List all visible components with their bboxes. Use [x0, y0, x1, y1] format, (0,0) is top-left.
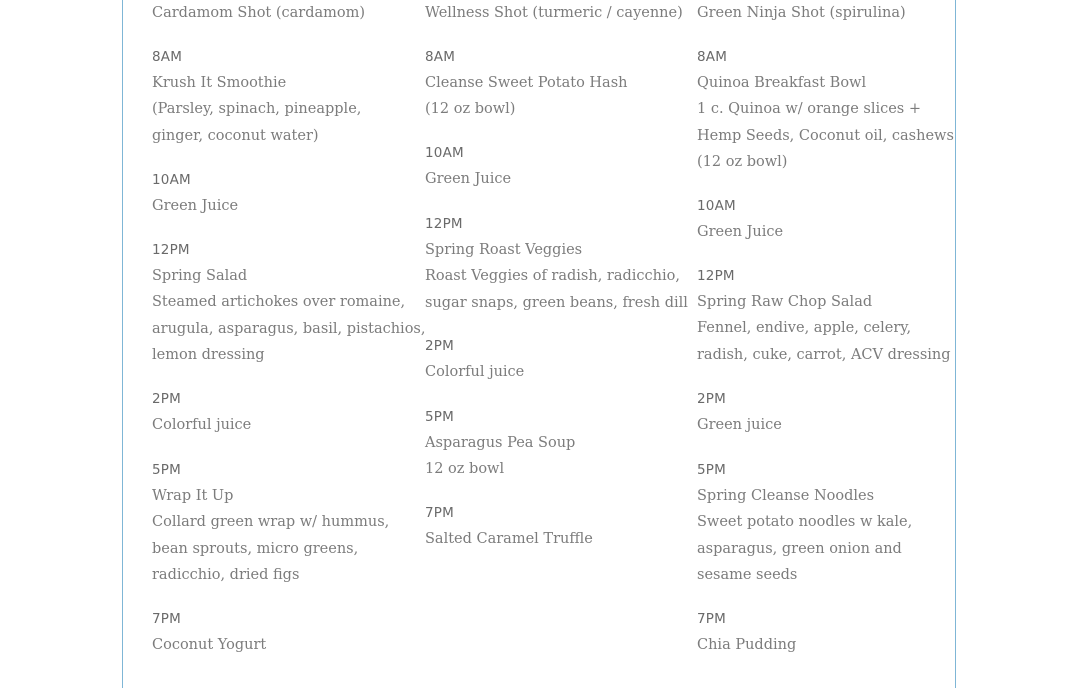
meal-8am — [152, 44, 361, 149]
meal-title: Colorful juice — [152, 417, 252, 433]
meal-detail: asparagus, green onion and — [697, 540, 902, 557]
meal-8am — [697, 44, 954, 176]
meal-detail: Fennel, endive, apple, celery, — [697, 320, 912, 337]
meal-time: 7PM — [425, 505, 454, 521]
meal-title: Spring Roast Veggies — [425, 242, 583, 258]
meal-detail: Roast Veggies of radish, radicchio, — [425, 268, 680, 285]
meal-title: Chia Pudding — [697, 637, 797, 653]
meal-7pm — [697, 606, 796, 658]
meal-2pm — [697, 386, 782, 438]
meal-title: Green Juice — [697, 224, 784, 240]
meal-7pm — [425, 500, 593, 552]
meal-time: 8AM — [152, 49, 183, 65]
meal-detail: ginger, coconut water) — [152, 127, 319, 144]
meal-title: Cleanse Sweet Potato Hash — [425, 75, 628, 91]
meal-time: 12PM — [152, 242, 190, 258]
shot-intro: Wellness Shot (turmeric / cayenne) — [425, 5, 683, 21]
meal-detail: Hemp Seeds, Coconut oil, cashews — [697, 127, 954, 144]
meal-title: Green juice — [697, 417, 782, 433]
meal-time: 10AM — [425, 145, 464, 161]
meal-title: Green Juice — [425, 171, 512, 187]
meal-detail: (12 oz bowl) — [697, 154, 788, 171]
meal-time: 8AM — [697, 49, 728, 65]
meal-10am — [697, 193, 783, 245]
meal-detail: (12 oz bowl) — [425, 101, 516, 118]
meal-detail: sesame seeds — [697, 567, 798, 584]
meal-title: Spring Cleanse Noodles — [697, 488, 875, 504]
meal-5pm — [152, 457, 389, 589]
meal-time: 7PM — [152, 611, 181, 627]
meal-8am — [425, 44, 627, 123]
meal-title: Colorful juice — [425, 364, 525, 380]
meal-12pm — [152, 237, 425, 369]
meal-detail: Collard green wrap w/ hummus, — [152, 514, 390, 531]
meal-detail: Steamed artichokes over romaine, — [152, 294, 406, 311]
meal-time: 2PM — [425, 338, 454, 354]
meal-title: Coconut Yogurt — [152, 637, 267, 653]
meal-title: Spring Raw Chop Salad — [697, 294, 873, 310]
meal-time: 2PM — [152, 391, 181, 407]
meal-time: 12PM — [697, 268, 735, 284]
meal-12pm — [697, 263, 951, 368]
meal-detail: radicchio, dried figs — [152, 567, 300, 584]
meal-2pm — [152, 386, 251, 438]
meal-time: 2PM — [697, 391, 726, 407]
shot-intro: Cardamom Shot (cardamom) — [152, 5, 366, 21]
meal-title: Salted Caramel Truffle — [425, 531, 593, 547]
meal-10am — [425, 140, 511, 192]
meal-time: 5PM — [697, 462, 726, 478]
shot-intro: Green Ninja Shot (spirulina) — [697, 5, 906, 21]
meal-time: 12PM — [425, 216, 463, 232]
meal-title: Spring Salad — [152, 268, 248, 284]
meal-detail: lemon dressing — [152, 347, 265, 364]
meal-2pm — [425, 333, 524, 385]
meal-detail: radish, cuke, carrot, ACV dressing — [697, 346, 951, 363]
meal-5pm — [697, 457, 912, 589]
meal-detail: arugula, asparagus, basil, pistachios, — [152, 320, 426, 337]
meal-detail: Sweet potato noodles w kale, — [697, 514, 913, 531]
meal-12pm — [425, 211, 688, 316]
meal-time: 5PM — [425, 409, 454, 425]
meal-title: Asparagus Pea Soup — [425, 435, 576, 451]
meal-5pm — [425, 404, 575, 483]
meal-title: Quinoa Breakfast Bowl — [697, 75, 867, 91]
meal-title: Wrap It Up — [152, 488, 234, 504]
meal-detail: bean sprouts, micro greens, — [152, 540, 359, 557]
meal-time: 5PM — [152, 462, 181, 478]
meal-7pm — [152, 606, 266, 658]
meal-title: Green Juice — [152, 198, 239, 214]
meal-10am — [152, 167, 238, 219]
meal-time: 10AM — [152, 172, 191, 188]
meal-detail: 12 oz bowl — [425, 461, 505, 478]
meal-detail: sugar snaps, green beans, fresh dill — [425, 294, 688, 311]
meal-time: 7PM — [697, 611, 726, 627]
meal-title: Krush It Smoothie — [152, 75, 287, 91]
meal-time: 8AM — [425, 49, 456, 65]
meal-detail: (Parsley, spinach, pineapple, — [152, 101, 362, 118]
meal-detail: 1 c. Quinoa w/ orange slices + — [697, 101, 921, 118]
meal-time: 10AM — [697, 198, 736, 214]
